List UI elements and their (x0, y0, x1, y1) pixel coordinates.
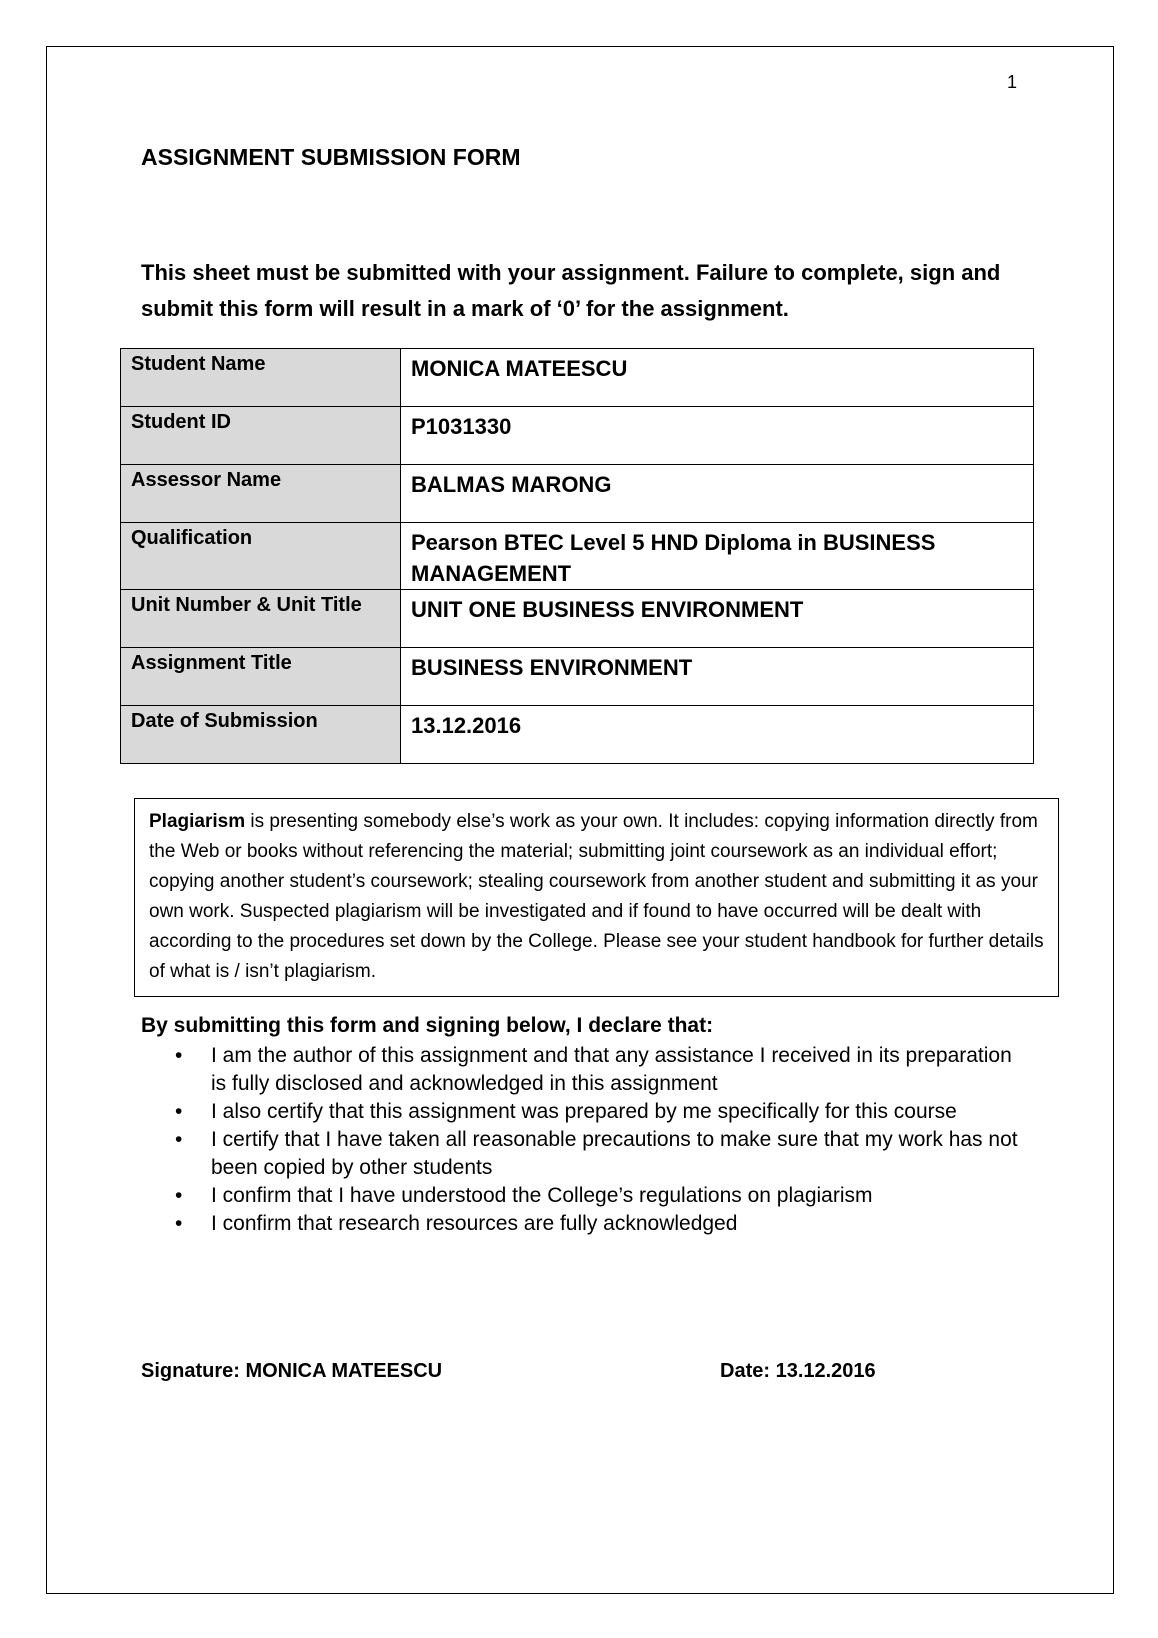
table-row (121, 523, 1034, 590)
instruction-text: This sheet must be submitted with your assignment. Failure to complete, sign and submit this form will result in a mark of ‘0’ for the assignment. (141, 260, 1001, 321)
declaration-item-text: I confirm that I have understood the College’s regulations on plagiarism (211, 1184, 873, 1207)
signature-date: Date: 13.12.2016 (720, 1360, 876, 1382)
unit-value: UNIT ONE BUSINESS ENVIRONMENT (401, 590, 1034, 648)
assignment-title-label: Assignment Title (121, 648, 401, 706)
page-number: 1 (1007, 72, 1018, 92)
table-row (121, 349, 1034, 407)
bullet: • (175, 1184, 183, 1207)
student-name-value: MONICA MATEESCU (401, 349, 1034, 407)
plagiarism-notice (134, 798, 1059, 997)
table-row (121, 465, 1034, 523)
bullet: • (175, 1044, 183, 1067)
assessor-name-label: Assessor Name (121, 465, 401, 523)
list-item (141, 1098, 1021, 1126)
list-item (141, 1042, 1021, 1098)
bullet: • (175, 1100, 183, 1123)
bullet: • (175, 1212, 183, 1235)
student-id-value: P1031330 (401, 407, 1034, 465)
student-name-label: Student Name (121, 349, 401, 407)
declaration-item-text: I certify that I have taken all reasonable precautions to make sure that my work has not been copied by other students (211, 1128, 1018, 1179)
plagiarism-text: is presenting somebody else’s work as your own. It includes: copying information directly from the Web or books without referencing the material; submitting joint coursework as an individual effort; copying another student’s coursework; stealing coursework from another student and submitting it as your own work. Suspected plagiarism will be investigated and if found to have occurred will be dealt with according to the procedures set down by the College. Please see your student handbook for further details of what is / isn’t plagiarism. (149, 811, 1044, 982)
signature-line: Signature: MONICA MATEESCU (141, 1360, 443, 1382)
declaration-item-text: I also certify that this assignment was prepared by me specifically for this course (211, 1100, 957, 1123)
bullet: • (175, 1128, 183, 1151)
declaration-heading: By submitting this form and signing below, I declare that: (141, 1014, 714, 1037)
table-row (121, 706, 1034, 764)
submission-date-label: Date of Submission (121, 706, 401, 764)
assignment-title-value: BUSINESS ENVIRONMENT (401, 648, 1034, 706)
table-row (121, 648, 1034, 706)
submission-date-value: 13.12.2016 (401, 706, 1034, 764)
table-row (121, 407, 1034, 465)
table-row (121, 590, 1034, 648)
list-item (141, 1210, 1021, 1238)
qualification-value: Pearson BTEC Level 5 HND Diploma in BUSINESS MANAGEMENT (401, 523, 1034, 590)
assessor-name-value: BALMAS MARONG (401, 465, 1034, 523)
declaration-list (141, 1042, 1021, 1238)
plagiarism-term: Plagiarism (149, 811, 246, 832)
list-item (141, 1182, 1021, 1210)
qualification-label: Qualification (121, 523, 401, 590)
declaration-item-text: I confirm that research resources are fully acknowledged (211, 1212, 738, 1235)
student-details-table (120, 348, 1034, 764)
list-item (141, 1126, 1021, 1182)
form-title: ASSIGNMENT SUBMISSION FORM (141, 144, 521, 170)
student-id-label: Student ID (121, 407, 401, 465)
declaration-item-text: I am the author of this assignment and that any assistance I received in its preparation is fully disclosed and acknowledged in this assignment (211, 1044, 1012, 1095)
unit-label: Unit Number & Unit Title (121, 590, 401, 648)
